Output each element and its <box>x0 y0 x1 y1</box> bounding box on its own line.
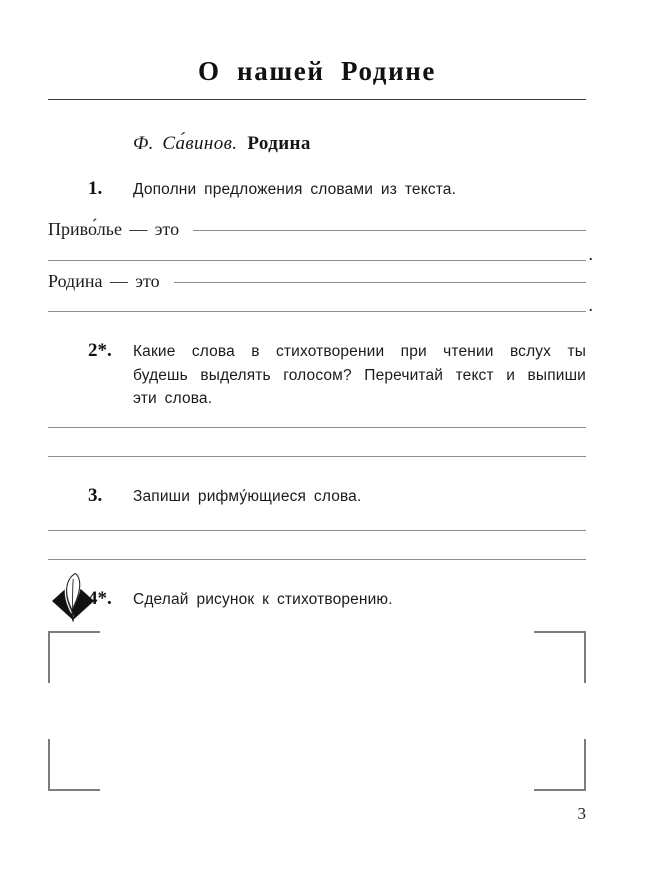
task-2-text: Какие слова в стихотворении при чтении вслух ты будешь выделять голосом? Перечитай текст и выпиши эти слова. <box>133 343 586 408</box>
task-1-number: 1. <box>88 178 103 199</box>
prompt-row-privolye <box>48 219 586 240</box>
prompt-row-rodina <box>48 271 586 292</box>
task-2-answer-line-1[interactable] <box>48 427 586 428</box>
task-3-answer-line-1[interactable] <box>48 530 586 531</box>
task-2 <box>88 340 586 411</box>
task-3-answer-line-2[interactable] <box>48 559 586 560</box>
drawing-frame-corner-top-right <box>534 631 586 683</box>
task-3-number: 3. <box>88 485 103 506</box>
answer-field-privolye-line-2[interactable] <box>48 260 586 261</box>
task-3-text: Запиши рифму́ющиеся слова. <box>133 488 362 505</box>
answer-field-rodina-line-1[interactable] <box>174 282 586 283</box>
drawing-frame-corner-top-left <box>48 631 100 683</box>
page-number: 3 <box>577 804 586 823</box>
task-1 <box>88 178 586 202</box>
answer-field-privolye-line-1[interactable] <box>193 230 586 231</box>
task-2-answer-line-2[interactable] <box>48 456 586 457</box>
prompt-label-privolye: Приво́лье — это <box>48 219 180 239</box>
drawing-frame-corner-bottom-left <box>48 739 100 791</box>
title-divider <box>48 99 586 100</box>
prompt-label-rodina: Родина — это <box>48 271 160 291</box>
task-3 <box>88 485 586 509</box>
poem-title: Родина <box>247 133 311 154</box>
drawing-frame-corner-bottom-right <box>534 739 586 791</box>
task-4 <box>88 588 586 612</box>
task-2-number: 2*. <box>88 340 112 361</box>
task-4-number: 4*. <box>88 588 112 609</box>
task-1-text: Дополни предложения словами из текста. <box>133 181 457 198</box>
poem-byline <box>133 133 311 155</box>
answer-field-rodina-line-2[interactable] <box>48 311 586 312</box>
page-title: О нашей Родине <box>197 56 437 86</box>
poem-author: Ф. Са́винов. <box>133 133 238 154</box>
task-4-text: Сделай рисунок к стихотворению. <box>133 591 393 608</box>
